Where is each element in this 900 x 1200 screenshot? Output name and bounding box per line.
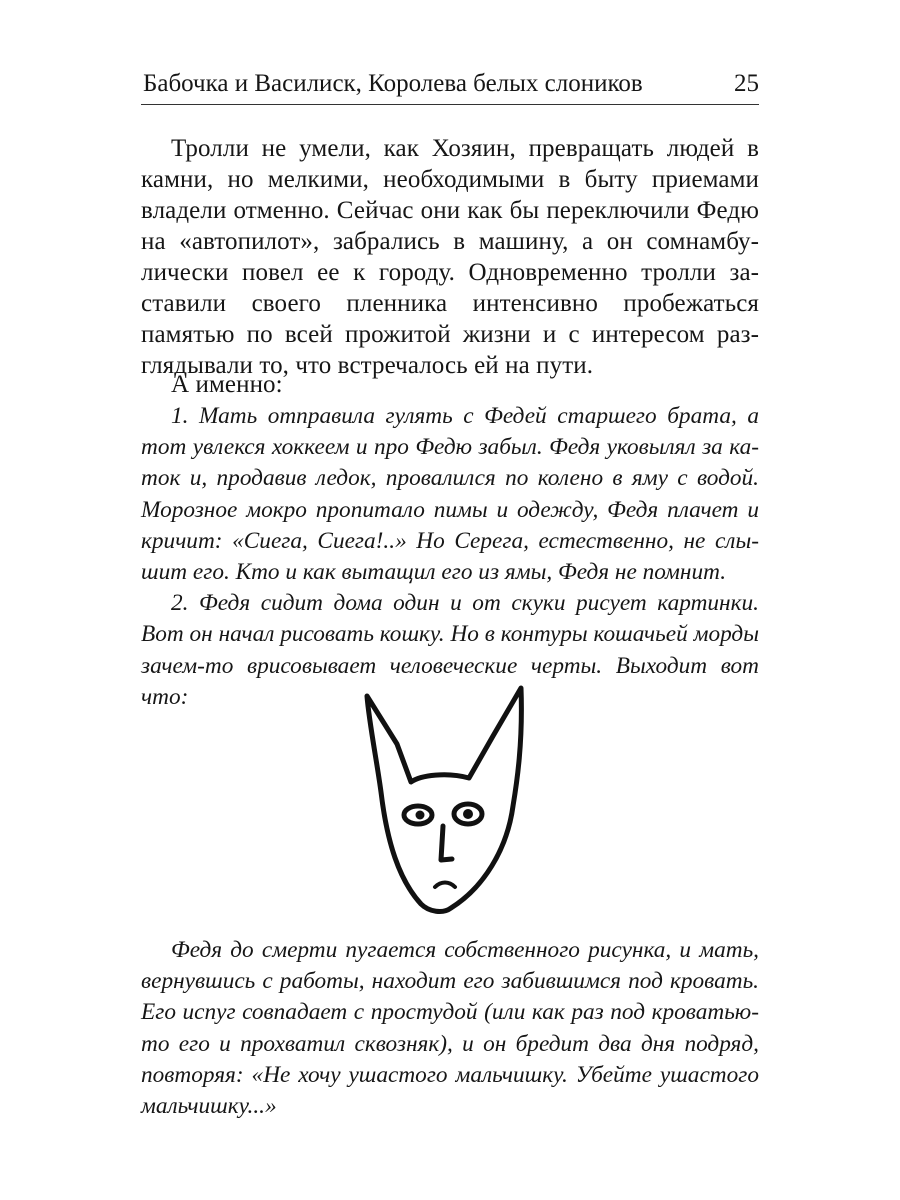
eared-face-drawing-icon <box>355 682 531 918</box>
memory-item-2: 2. Федя сидит дома один и от скуки рисует картинки. Вот он начал рисовать кошку. Но в контуры кошачьей морды зачем-то врисовывает человеческие черты. Выходит вот что: <box>141 590 759 710</box>
page-number: 25 <box>734 70 759 97</box>
head-outline <box>367 688 521 911</box>
nose <box>441 826 452 860</box>
conclusion-paragraph: Федя до смерти пугается собственного рисунка, и мать, вернувшись с работы, находит его забившимся под кровать. Его испуг совпадает с простудой (или как раз под кроватью-то его и прохватил сквозняк), и он бредит два дня подряд, повторяя: «Не хочу ушастого мальчишку. Убейте ушастого мальчишку...» <box>141 937 759 1120</box>
paragraph-1-block <box>141 133 759 381</box>
right-pupil <box>463 809 473 819</box>
left-pupil <box>416 811 425 820</box>
running-header <box>141 68 759 102</box>
mouth <box>435 883 455 888</box>
paragraph-1: Тролли не умели, как Хозяин, превращать людей в камни, но мелкими, необходимыми в быту приемами владели отменно. Сейчас они как бы переключили Федю на «автопилот», забрались в машину, а он сомнамбулически повел ее к городу. Одновременно тролли заставили своего пленника интенсивно пробежаться памятью по всей прожитой жизни и с интересом разглядывали то, что встречалось ей на пути. <box>141 135 759 379</box>
memory-item-1: 1. Мать отправила гулять с Федей старшего брата, а тот увлекся хоккеем и про Федю забыл. Федя уковылял за каток и, продавив ледок, провалился по колено в яму с водой. Морозное мокро пропитало пимы и одежду, Федя плачет и кричит: «Сиега, Сиега!..» Но Серега, естественно, не слышит его. Кто и как вытащил его из ямы, Федя не помнит. <box>141 403 759 586</box>
memory-items <box>141 401 759 713</box>
drawing-svg <box>355 682 531 918</box>
paragraph-2: А именно: <box>171 371 283 398</box>
conclusion-block <box>141 935 759 1122</box>
header-rule <box>141 104 759 105</box>
running-title: Бабочка и Василиск, Королева белых слоников <box>143 70 643 97</box>
paragraph-2-block <box>141 369 759 400</box>
